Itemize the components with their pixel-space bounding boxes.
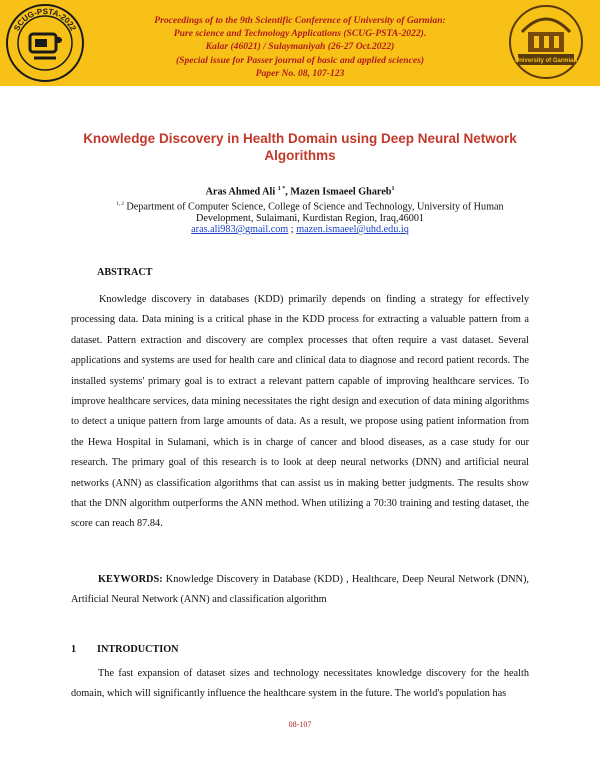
affiliation-superscript: 1, 2 <box>116 202 124 207</box>
section-title: INTRODUCTION <box>97 644 179 655</box>
affiliation-line: Development, Sulaimani, Kurdistan Region, Iraq,46001 <box>195 213 425 225</box>
paper-title <box>60 130 540 164</box>
author-separator: , <box>285 186 291 198</box>
introduction-text: The fast expansion of dataset sizes and technology necessitates knowledge discovery for the health domain, which will significantly influence the healthcare system in the future. The world's population has <box>71 668 529 700</box>
affiliation <box>100 199 520 225</box>
page-number: 08-107 <box>288 720 312 729</box>
author-name: Aras Ahmed Ali <box>205 186 276 198</box>
author-list <box>0 186 600 197</box>
email-separator: ; <box>288 224 297 235</box>
conference-logo <box>4 2 86 84</box>
keywords-text: Knowledge Discovery in Database (KDD) , Healthcare, Deep Neural Network (DNN), Artificial Neural Network (ANN) and classification algorithm <box>71 574 529 605</box>
author-superscript: 1 * <box>277 186 286 192</box>
university-logo-text: University of Garmian <box>514 58 578 64</box>
header-line: (Special issue for Passer journal of basic and applied sciences) <box>175 54 425 66</box>
title-line: Algorithms <box>264 148 336 163</box>
email-link[interactable]: aras.ali983@gmail.com <box>191 224 289 235</box>
abstract-heading: ABSTRACT <box>97 267 153 278</box>
conference-logo-text: SCUG-PSTA-2022 <box>12 6 78 33</box>
affiliation-line: Department of Computer Science, College of Science and Technology, University of Human <box>123 201 504 213</box>
section-number: 1 <box>71 644 77 655</box>
author-name: Mazen Ismaeel Ghareb <box>290 186 392 198</box>
keywords-paragraph <box>71 570 529 610</box>
email-link[interactable]: mazen.ismaeel@uhd.edu.iq <box>296 224 409 235</box>
keywords-label: KEYWORDS: <box>98 574 163 585</box>
title-line: Knowledge Discovery in Health Domain using Deep Neural Network <box>83 131 517 146</box>
header-banner <box>0 0 600 86</box>
header-line: Proceedings of to the 9th Scientific Conference of University of Garmian: <box>154 15 446 26</box>
section-heading <box>71 644 179 655</box>
proceedings-header <box>110 14 490 80</box>
author-superscript: 1 <box>391 186 395 192</box>
header-line: Paper No. 08, 107-123 <box>255 67 345 79</box>
header-line: Kalar (46021) / Sulaymaniyah (26-27 Oct.2022) <box>205 41 395 53</box>
university-logo <box>500 2 592 84</box>
abstract-text: Knowledge discovery in databases (KDD) primarily depends on finding a strategy for effectively processing data. Data mining is a critical phase in the KDD process for extracting a valuable pattern from a dataset. Pattern extraction and discovery are complex processes that often require a vast dataset. Several applications and systems are used for health care and clinical data to diagnose and record patient records. The installed systems' primary goal is to extract a relevant pattern capable of improving healthcare services. To improve healthcare services, data mining necessitates the right design and execution of data mining algorithms to detect a unique pattern from large amounts of data. As a result, we propose using patient information from the Hewa Hospital in Sulamani, which is in charge of cancer and blood diseases, as a case study for our research. The primary goal of this research is to look at deep neural networks (DNN) and artificial neural networks (ANN) as classification algorithms that can assist us in making better judgments. The results show that the DNN algorithm outperforms the ANN method. When utilizing a 70:30 training and testing dataset, the score can reach 87.84. <box>71 294 529 530</box>
author-emails <box>0 224 600 235</box>
header-line: Pure science and Technology Applications (SCUG-PSTA-2022). <box>173 28 427 40</box>
